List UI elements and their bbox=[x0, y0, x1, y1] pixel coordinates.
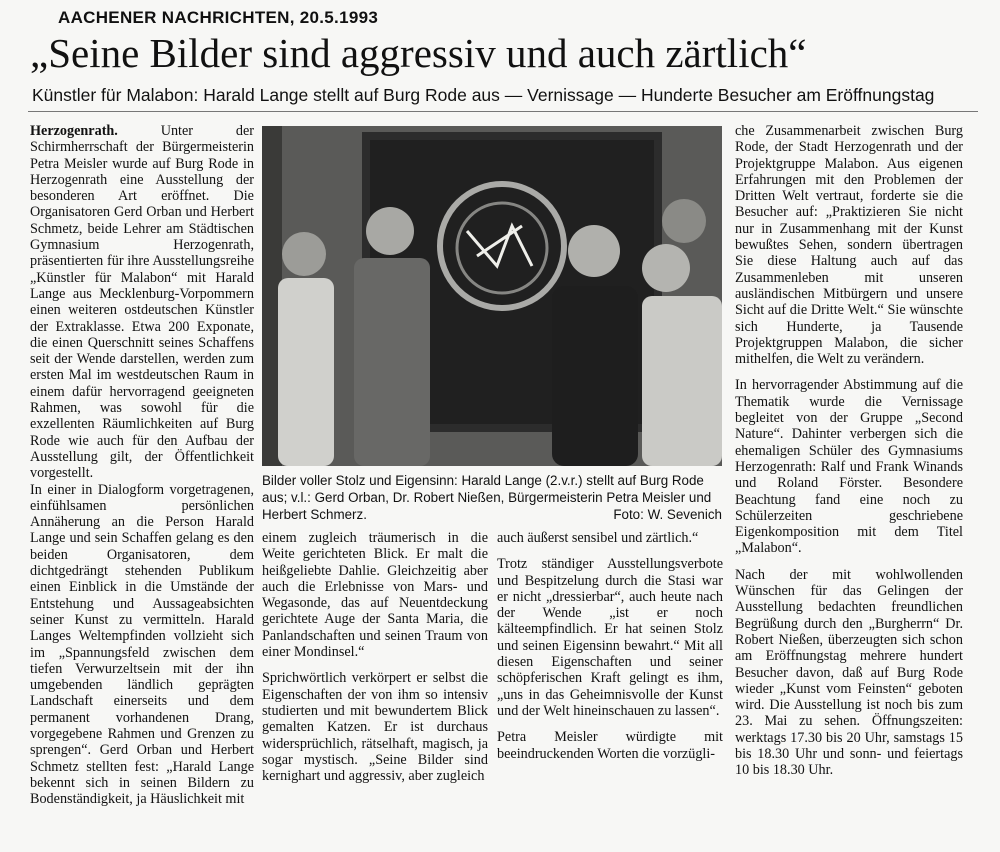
article-paragraph: In hervorragender Abstimmung auf die Thematik wurde die Vernissage begleitet von der Gruppe „Second Nature“. Dahinter verbergen sich die ehemaligen Schüler des Gymnasiums Herzogenrath: Ralf und Frank Winands und Roland Förster. Besondere Beachtung fand eine noch zu Schülerzeiten geschriebene Eigenkomposition mit dem Titel „Malabon“. bbox=[735, 377, 963, 557]
article-paragraph: Petra Meisler würdigte mit beeindruckenden Worten die vorzügli- bbox=[497, 729, 723, 762]
article-paragraph: In einer in Dialogform vorgetragenen, einfühlsamen persönlichen Annäherung an die Person Harald Lange und sein Schaffen gelang es den beiden Organisatoren, dem dichtgedrängt stehenden Publikum einen Einblick in die Umstände der Entstehung und Aussageabsichten seiner Kunst zu vermitteln. Harald Langes Weltempfinden vollzieht sich im „Spannungsfeld zwischen dem tiefen Verwurzeltsein mit der ihn umgebenden ländlich geprägten Landschaft einerseits und dem permanent vorhandenen Drang, vorgegebene Rahmen und Grenzen zu sprengen“. Gerd Orban und Herbert Schmetz stellten fest: „Harald Lange bekennt sich in seinen Bildern zu Bodenständigkeit, ja Häuslichkeit mit bbox=[30, 481, 254, 808]
photo-credit: Foto: W. Sevenich bbox=[613, 507, 722, 522]
article-photo bbox=[262, 126, 722, 466]
article-column-3 bbox=[497, 530, 723, 762]
article-column-1 bbox=[30, 123, 254, 807]
subheadline: Künstler für Malabon: Harald Lange stellt auf Burg Rode aus — Vernissage — Hunderte Besucher am Eröffnungstag bbox=[32, 85, 935, 105]
article-paragraph: che Zusammenarbeit zwischen Burg Rode, der Stadt Herzogenrath und der Projektgruppe Malabon. Aus eigenen Erfahrungen mit den Problemen der Dritten Welt vertraut, forderte sie die Besucher auf: „Praktizieren Sie nicht nur in Zusammenhang mit der Kunst bewußtes Sehen, sondern übertragen Sie diese Haltung auch auf das Zusammenleben mit unseren ausländischen Mitbürgern und unsere Sicht auf die Dritte Welt.“ Sie wünschte sich Hunderte, ja Tausende Projektgruppen Malabon, die sicher mithelfen, die Welt zu verändern. bbox=[735, 123, 963, 368]
caption-text: Bilder voller Stolz und Eigensinn: Harald Lange (2.v.r.) stellt auf Burg Rode aus; v.l.: Gerd Orban, Dr. Robert Nießen, Bürgermeisterin Petra Meisler und Herbert Schmerz. bbox=[262, 473, 712, 522]
article-column-2 bbox=[262, 530, 488, 784]
article-column-4 bbox=[735, 123, 963, 779]
dateline: Herzogenrath. bbox=[30, 123, 118, 139]
source-line: AACHENER NACHRICHTEN, 20.5.1993 bbox=[58, 8, 379, 27]
article-paragraph: Trotz ständiger Ausstellungsverbote und Bespitzelung durch die Stasi war er nicht „dressierbar“, auch heute nach der Wende „ist er noch kälteempfindlich. Er hat seinen Stolz und seinen Eigensinn bewahrt.“ Mit all diesen Eigenschaften und seiner schöpferischen Kraft gelingt es ihm, „uns in das Geheimnisvolle der Kunst und der Welt hineinschauen zu lassen“. bbox=[497, 556, 723, 719]
article-paragraph bbox=[30, 123, 254, 482]
divider bbox=[28, 111, 978, 112]
headline: „Seine Bilder sind aggressiv und auch zärtlich“ bbox=[30, 30, 807, 76]
article-paragraph: Sprichwörtlich verkörpert er selbst die Eigenschaften der von ihm so intensiv studierten und mit bewundertem Blick gemalten Katzen. Er ist durchaus widersprüchlich, rätselhaft, magisch, ja sogar mystisch. „Seine Bilder sind kernighart und aggressiv, aber zugleich bbox=[262, 670, 488, 785]
article-paragraph: Nach der mit wohlwollenden Wünschen für das Gelingen der Ausstellung bedachten freundlichen Begrüßung durch den „Burgherrn“ Dr. Robert Nießen, überzeugten sich schon am Eröffnungstag mehrere hundert Besucher davon, daß auf Burg Rode wieder „Kunst vom Feinsten“ geboten wird. Die Ausstellung ist noch bis zum 23. Mai zu sehen. Öffnungszeiten: werktags 17.30 bis 20 Uhr, samstags 15 bis 18.30 Uhr und sonn- und feiertags 10 bis 18.30 Uhr. bbox=[735, 566, 963, 779]
paragraph-text: Unter der Schirmherrschaft der Bürgermeisterin Petra Meisler wurde auf Burg Rode in Herzogenrath eine Ausstellung der besonderen Art eröffnet. Die Organisatoren Gerd Orban und Herbert Schmetz, beide Lehrer am Städtischen Gymnasium Herzogenrath, präsentierten für ihre Ausstellungsreihe „Künstler für Malabon“ mit Harald Lange aus Mecklenburg-Vorpommern einen weiteren ostdeutschen Künstler der Extraklasse. Etwa 200 Exponate, die einen Querschnitt seines Schaffens seit der Wende darstellen, werden zum ersten Mal im westdeutschen Raum in einem dafür hervorragend geeigneten Rahmen, was sowohl für die exzellenten Räumlichkeiten auf Burg Rode wie auch für den Aufbau der Ausstellung gilt, der Öffentlichkeit vorgestellt. bbox=[30, 123, 254, 482]
photo-caption bbox=[262, 472, 722, 523]
article-paragraph: einem zugleich träumerisch in die Weite gerichteten Blick. Er malt die heißgeliebte Dahlie. Gleichzeitig aber auch die Erlebnisse von Mars- und Wegasonde, das auf Neuentdeckung gerichtete Auge der Santa Maria, die Panlandschaften und seinen Traum von einer Mondinsel.“ bbox=[262, 530, 488, 661]
article-paragraph: auch äußerst sensibel und zärtlich.“ bbox=[497, 530, 699, 546]
